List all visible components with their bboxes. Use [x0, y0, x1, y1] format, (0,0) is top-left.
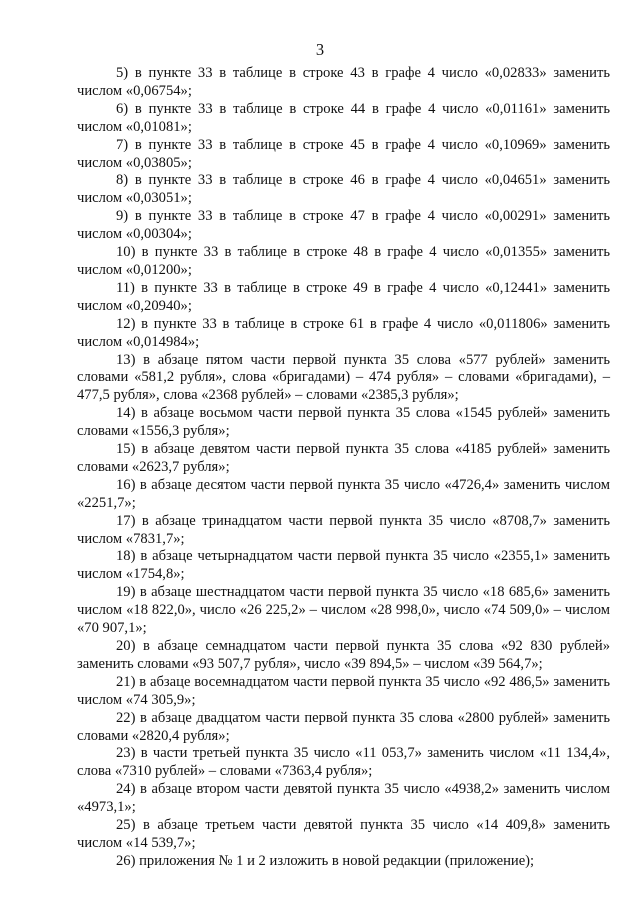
- amendment-item-14: 14) в абзаце восьмом части первой пункта 35 слова «1545 рублей» заменить словами «1556,3 рубля»;: [77, 405, 610, 440]
- amendment-item-20: 20) в абзаце семнадцатом части первой пункта 35 слова «92 830 рублей» заменить словами «93 507,7 рубля», число «39 894,5» – числом «39 564,7»;: [77, 638, 610, 672]
- amendment-item-8: 8) в пункте 33 в таблице в строке 46 в графе 4 число «0,04651» заменить числом «0,03051»;: [77, 172, 610, 207]
- amendment-item-7: 7) в пункте 33 в таблице в строке 45 в графе 4 число «0,10969» заменить числом «0,03805»;: [77, 136, 610, 171]
- amendment-item-22: 22) в абзаце двадцатом части первой пункта 35 слова «2800 рублей» заменить словами «2820,4 рубля»;: [77, 709, 610, 744]
- amendment-item-24: 24) в абзаце втором части девятой пункта 35 число «4938,2» заменить числом «4973,1»;: [77, 781, 610, 816]
- amendment-item-16: 16) в абзаце десятом части первой пункта 35 число «4726,4» заменить числом «2251,7»;: [77, 476, 610, 511]
- page-number: 3: [315, 40, 325, 59]
- amendment-item-19: 19) в абзаце шестнадцатом части первой пункта 35 число «18 685,6» заменить числом «18 822,0», число «26 225,2» – числом «28 998,0», число «74 509,0» – числом «70 907,1»;: [77, 584, 610, 637]
- amendment-item-23: 23) в части третьей пункта 35 число «11 053,7» заменить числом «11 134,4», слова «7310 рублей» – словами «7363,4 рубля»;: [77, 745, 610, 780]
- amendment-item-15: 15) в абзаце девятом части первой пункта 35 слова «4185 рублей» заменить словами «2623,7 рубля»;: [77, 441, 610, 475]
- document-body: [77, 65, 610, 871]
- amendment-item-12: 12) в пункте 33 в таблице в строке 61 в графе 4 число «0,011806» заменить числом «0,014984»;: [77, 315, 610, 350]
- amendment-item-11: 11) в пункте 33 в таблице в строке 49 в графе 4 число «0,12441» заменить числом «0,20940»;: [77, 279, 610, 314]
- amendment-item-6: 6) в пункте 33 в таблице в строке 44 в графе 4 число «0,01161» заменить числом «0,01081»;: [77, 100, 610, 135]
- amendment-item-5: 5) в пункте 33 в таблице в строке 43 в графе 4 число «0,02833» заменить числом «0,06754»;: [77, 65, 610, 99]
- amendment-item-9: 9) в пункте 33 в таблице в строке 47 в графе 4 число «0,00291» заменить числом «0,00304»;: [77, 208, 610, 243]
- amendment-item-21: 21) в абзаце восемнадцатом части первой пункта 35 число «92 486,5» заменить числом «74 305,9»;: [77, 673, 610, 708]
- amendment-item-26: 26) приложения № 1 и 2 изложить в новой редакции (приложение);: [116, 852, 535, 869]
- amendment-item-17: 17) в абзаце тринадцатом части первой пункта 35 число «8708,7» заменить числом «7831,7»;: [77, 512, 610, 547]
- amendment-item-25: 25) в абзаце третьем части девятой пункта 35 число «14 409,8» заменить числом «14 539,7»;: [77, 817, 610, 851]
- amendment-item-13: 13) в абзаце пятом части первой пункта 35 слова «577 рублей» заменить словами «581,2 рубля», слова «бригадами) – 474 рубля» – словами «бригадами), – 477,5 рубля», слова «2368 рублей» – словами «2385,3 рубля»;: [77, 351, 610, 404]
- amendment-item-10: 10) в пункте 33 в таблице в строке 48 в графе 4 число «0,01355» заменить числом «0,01200»;: [77, 244, 610, 278]
- amendment-item-18: 18) в абзаце четырнадцатом части первой пункта 35 число «2355,1» заменить числом «1754,8»;: [77, 548, 610, 583]
